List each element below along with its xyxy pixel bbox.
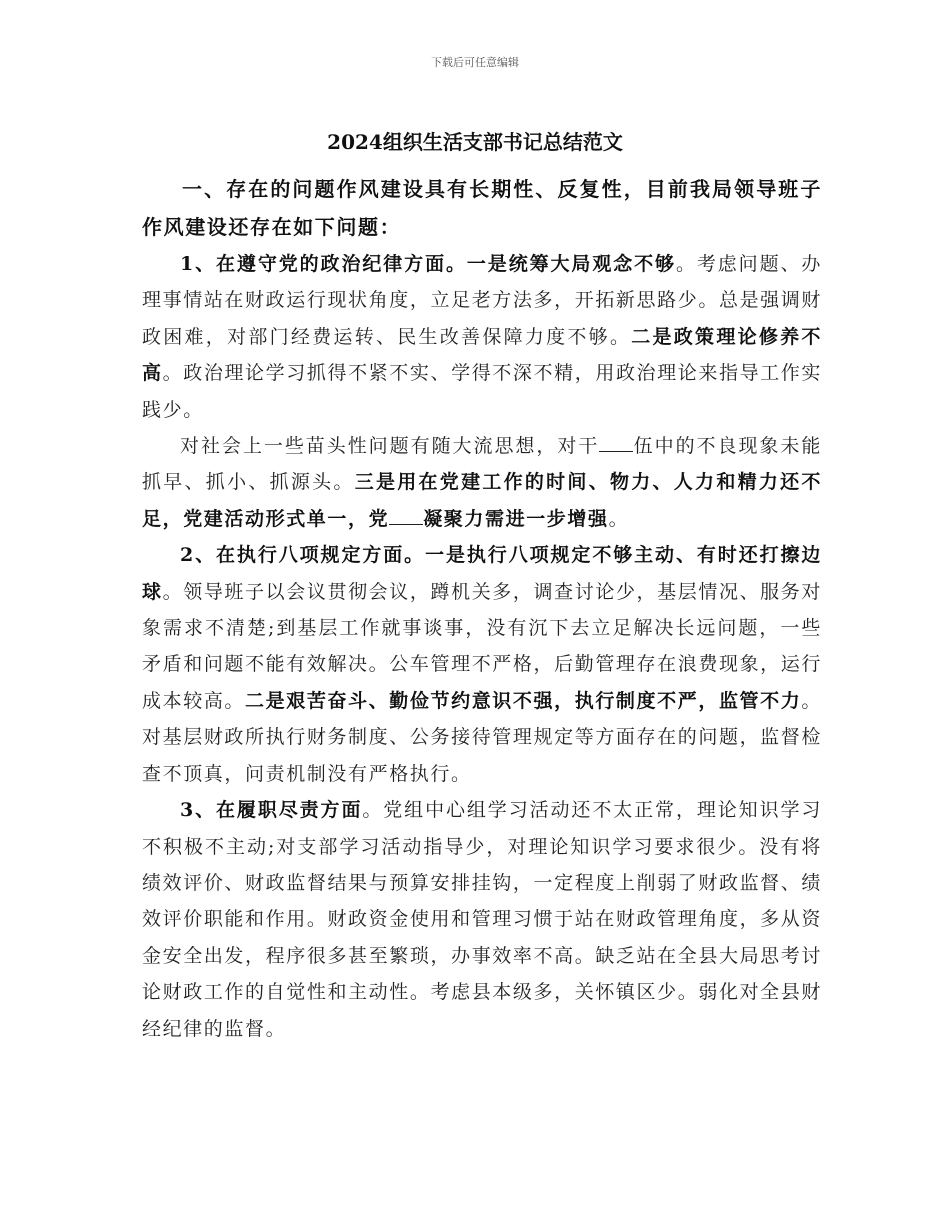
paragraph-3-text2: 。对基层财政所执行财务制度、公务接待管理规定等方面存在的问题，监督检查不顶真，问责机制没有严格执行。 xyxy=(142,689,822,785)
document-title: 2024组织生活支部书记总结范文 xyxy=(327,130,623,154)
paragraph-3-bold2: 二是艰苦奋斗、勤俭节约意识不强，执行制度不严，监管不力 xyxy=(245,689,802,712)
blank-underline xyxy=(389,523,423,525)
paragraph-2-text1: 对社会上一些苗头性问题有随大流思想，对干 xyxy=(180,435,600,458)
page-header: 下载后可任意编辑 xyxy=(431,56,519,69)
paragraph-1-text2: 。政治理论学习抓得不紧不实、学得不深不精，用政治理论来指导工作实践少。 xyxy=(142,362,822,421)
paragraph-4-text1: 。党组中心组学习活动还不太正常，理论知识学习不积极不主动;对支部学习活动指导少，对理论知识学习要求很少。没有将绩效评价、财政监督结果与预算安排挂钩，一定程度上削弱了财政监督、绩效评价职能和作用。财政资金使用和管理习惯于站在财政管理角度，多从资金安全出发，程序很多甚至繁琐，办事效率不高。缺乏站在全县大局思考讨论财政工作的自觉性和主动性。考虑县本级多，关怀镇区少。弱化对全县财经纪律的监督。 xyxy=(142,799,822,1040)
blank-underline xyxy=(599,450,633,452)
paragraph-2 xyxy=(142,428,822,537)
paragraph-4-lead: 3、在履职尽责方面 xyxy=(180,799,363,822)
paragraph-1 xyxy=(142,246,822,428)
document-body xyxy=(142,170,822,1047)
paragraph-2-bold2: 凝聚力需进一步增强 xyxy=(423,507,609,530)
paragraph-2-text2: 伍中的不良现象未能抓早、抓小、抓源头。 xyxy=(142,435,822,494)
paragraph-3-text1: 。领导班子以会议贯彻会议，蹲机关多，调查讨论少，基层情况、服务对象需求不清楚;到基层工作就事谈事，没有沉下去立足解决长远问题，一些矛盾和问题不能有效解决。公车管理不严格，后勤管理存在浪费现象，运行成本较高。 xyxy=(142,580,822,712)
paragraph-1-text1: 。考虑问题、办理事情站在财政运行现状角度，立足老方法多，开拓新思路少。总是强调财政困难，对部门经费运转、民生改善保障力度不够。 xyxy=(142,253,823,348)
paragraph-2-bold1: 三是用在党建工作的时间、物力、人力和精力还不足，党建活动形式单一，党 xyxy=(142,471,822,530)
paragraph-4 xyxy=(142,792,822,1047)
paragraph-3 xyxy=(142,537,822,792)
paragraph-1-bold2: 二是政策理论修养不高 xyxy=(142,325,822,385)
section-heading: 一、存在的问题作风建设具有长期性、反复性，目前我局领导班子作风建设还存在如下问题： xyxy=(142,177,822,239)
paragraph-2-text3: 。 xyxy=(608,507,630,530)
paragraph-1-lead: 1、在遵守党的政治纪律方面。一是统筹大局观念不够 xyxy=(180,253,676,275)
paragraph-3-lead: 2、在执行八项规定方面。一是执行八项规定不够主动、有时还打擦边球 xyxy=(142,544,822,603)
